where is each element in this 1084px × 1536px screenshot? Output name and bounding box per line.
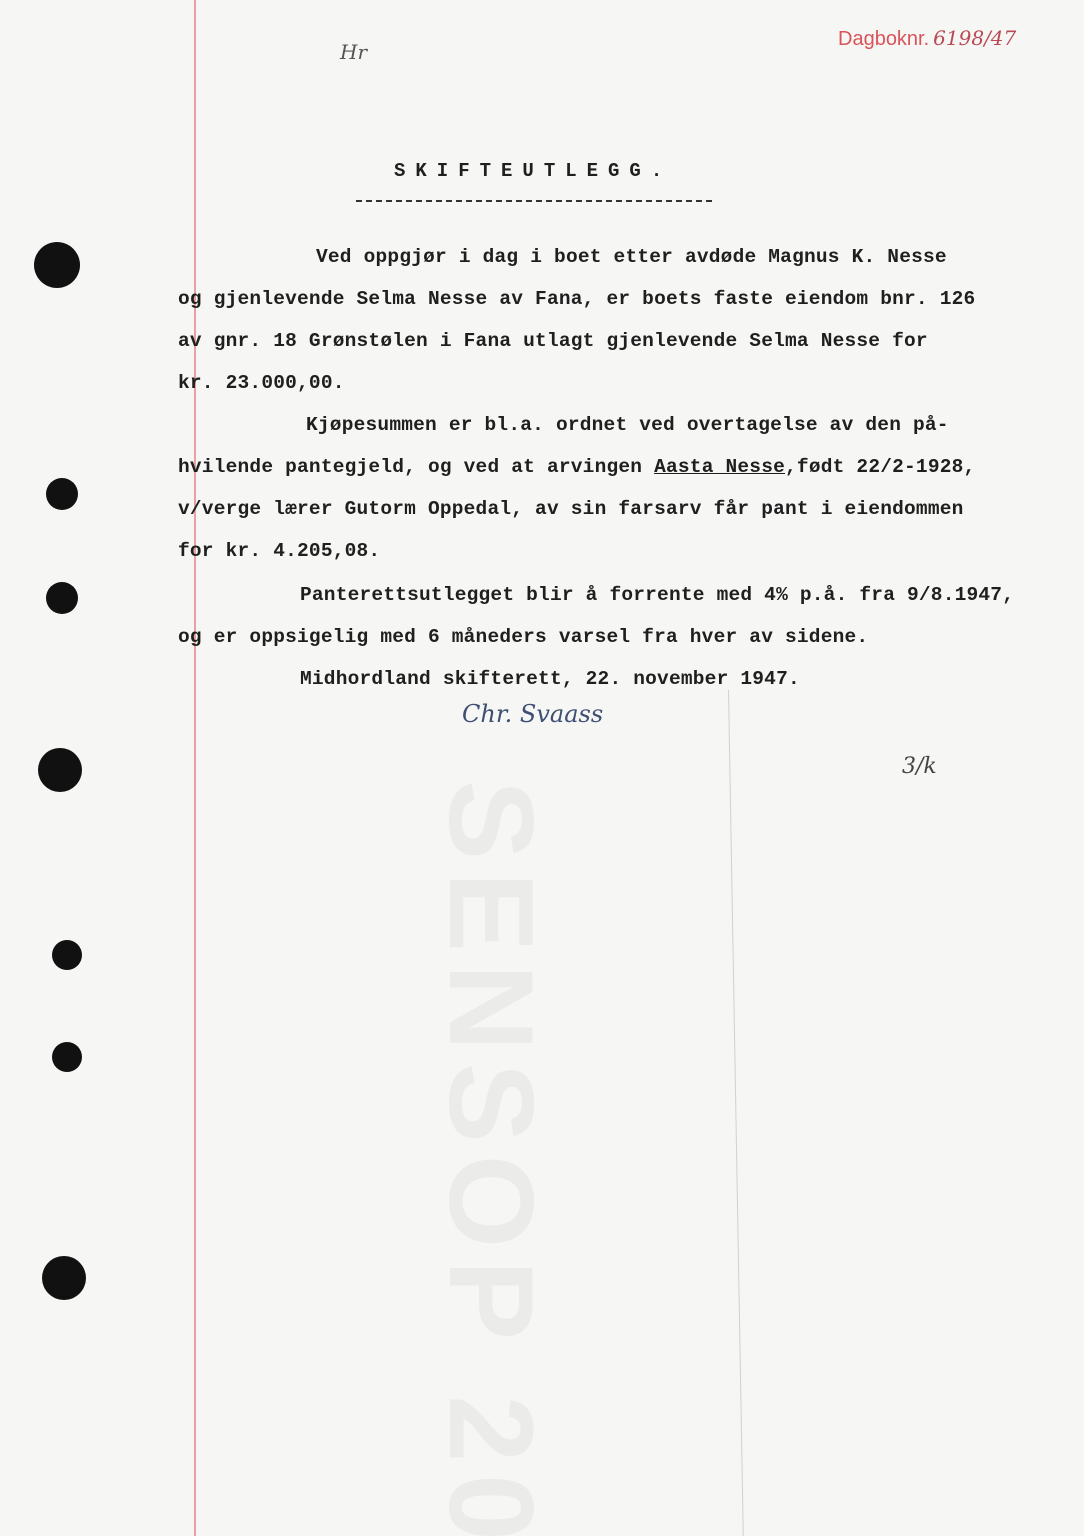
punch-hole <box>46 582 78 614</box>
text-line: Panterettsutlegget blir å forrente med 4% p.å. fra 9/8.1947, <box>300 584 1015 606</box>
text-line: for kr. 4.205,08. <box>178 540 381 562</box>
text-line: kr. 23.000,00. <box>178 372 345 394</box>
text-line: v/verge lærer Gutorm Oppedal, av sin farsarv får pant i eiendommen <box>178 498 964 520</box>
journal-number-stamp <box>838 26 1016 51</box>
text-line: og gjenlevende Selma Nesse av Fana, er boets faste eiendom bnr. 126 <box>178 288 976 310</box>
heir-name: Aasta Nesse <box>654 456 786 478</box>
text-line <box>178 456 975 478</box>
top-handwritten-mark: Hr <box>340 40 368 64</box>
right-handwritten-mark: 3/k <box>902 754 937 779</box>
text-line: Midhordland skifterett, 22. november 1947. <box>300 668 800 690</box>
stamp-number: 6198/47 <box>933 26 1017 50</box>
title-underline <box>356 200 712 202</box>
punch-hole <box>38 748 82 792</box>
text-line: Kjøpesummen er bl.a. ordnet ved overtagelse av den på- <box>306 414 949 436</box>
text-segment: hvilende pantegjeld, og ved at arvingen <box>178 456 643 478</box>
text-line: og er oppsigelig med 6 måneders varsel fra hver av sidene. <box>178 626 869 648</box>
punch-hole <box>46 478 78 510</box>
punch-hole <box>34 242 80 288</box>
text-line: Ved oppgjør i dag i boet etter avdøde Magnus K. Nesse <box>316 246 947 268</box>
text-line: av gnr. 18 Grønstølen i Fana utlagt gjenlevende Selma Nesse for <box>178 330 928 352</box>
pencil-line <box>728 690 744 1536</box>
watermark <box>422 780 560 1536</box>
document-title: SKIFTEUTLEGG. <box>394 160 673 182</box>
punch-hole <box>52 940 82 970</box>
text-segment: ,født 22/2-1928, <box>785 456 976 478</box>
punch-hole <box>42 1256 86 1300</box>
stamp-label: Dagboknr. <box>838 28 930 50</box>
margin-line <box>194 0 196 1536</box>
signature: Chr. Svaass <box>462 700 604 728</box>
punch-hole <box>52 1042 82 1072</box>
